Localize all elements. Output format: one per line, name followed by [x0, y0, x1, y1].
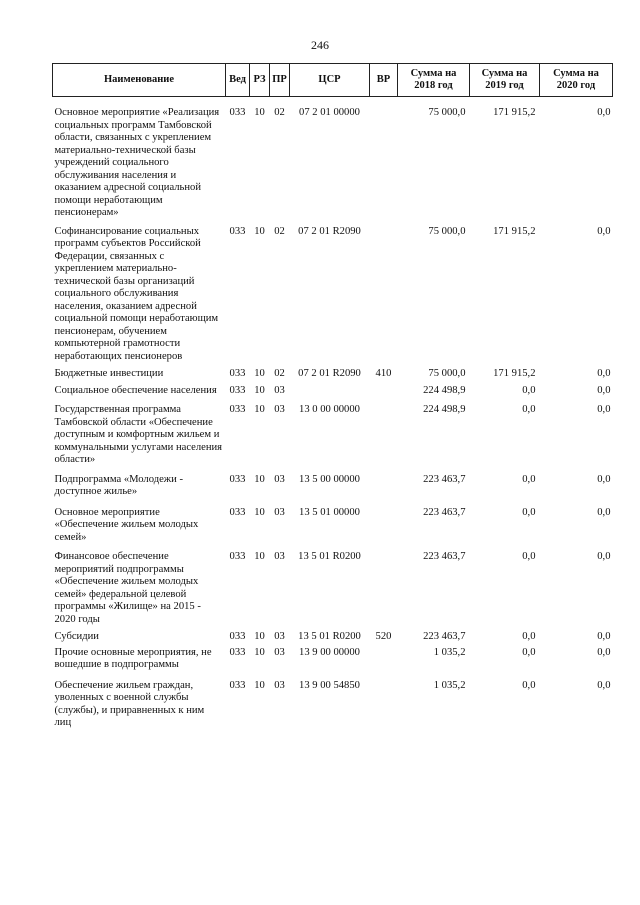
row-pr: 02 [274, 107, 285, 118]
table-row [53, 397, 613, 467]
row-vr [370, 467, 398, 499]
header-sum-2020: Сумма на 2020 год [540, 64, 613, 97]
row-sum-2020: 0,0 [597, 107, 611, 118]
row-csr: 13 5 01 R0200 [298, 631, 361, 642]
row-sum-2020: 0,0 [597, 404, 611, 415]
row-sum-2019: 0,0 [522, 679, 536, 691]
header-sum-2019: Сумма на 2019 год [470, 64, 540, 97]
table-row [53, 381, 613, 398]
row-sum-2018: 1 035,2 [433, 646, 466, 658]
row-rz: 10 [254, 404, 265, 415]
row-sum-2020: 0,0 [597, 506, 611, 518]
row-sum-2020: 0,0 [597, 679, 611, 691]
row-pr: 03 [274, 679, 285, 691]
row-rz: 10 [254, 225, 265, 237]
row-sum-2019: 0,0 [522, 384, 536, 396]
header-rz: РЗ [250, 64, 270, 97]
row-sum-2020: 0,0 [597, 384, 611, 396]
row-name: Обеспечение жильем граждан, уволенных с военной службы (службы), и приравненных к ним лиц [54, 679, 205, 728]
row-rz: 10 [254, 473, 265, 485]
table-row [53, 467, 613, 499]
row-sum-2018: 75 000,0 [428, 368, 466, 379]
row-csr: 07 2 01 R2090 [298, 368, 361, 379]
row-rz: 10 [254, 506, 265, 518]
row-sum-2018: 75 000,0 [428, 107, 466, 118]
row-sum-2020: 0,0 [597, 551, 611, 562]
table-row [53, 672, 613, 730]
row-pr: 03 [274, 404, 285, 415]
row-pr: 02 [274, 368, 285, 379]
row-name: Подпрограмма «Молодежи - доступное жилье» [54, 473, 183, 497]
page-number: 246 [311, 38, 329, 52]
row-ved: 033 [229, 107, 246, 118]
row-pr: 03 [274, 631, 285, 642]
row-sum-2019: 171 915,2 [493, 225, 536, 237]
row-ved: 033 [229, 551, 246, 562]
table-header-row [53, 64, 613, 97]
table-body [53, 97, 613, 730]
row-sum-2018: 223 463,7 [423, 506, 466, 518]
row-csr: 07 2 01 00000 [299, 107, 360, 118]
row-rz: 10 [254, 107, 265, 118]
row-name: Софинансирование социальных программ субъектов Российской Федерации, связанных с укреплением материально-технической базы организаций социального обслуживания населения, оказанием адресной социальной помощи неработающим пенсионерам, обучением компьютерной грамотности неработающих пенсионеров [54, 225, 219, 362]
row-ved: 033 [229, 631, 246, 642]
row-sum-2019: 0,0 [522, 506, 536, 518]
row-ved: 033 [229, 368, 246, 379]
row-vr [370, 397, 398, 467]
row-rz: 10 [254, 368, 265, 379]
row-ved: 033 [229, 225, 246, 237]
row-sum-2018: 224 498,9 [423, 404, 466, 415]
row-vr [370, 672, 398, 730]
row-sum-2019: 0,0 [522, 631, 536, 642]
row-vr: 520 [375, 631, 392, 642]
table-row [53, 499, 613, 545]
row-name: Основное мероприятие «Обеспечение жильем молодых семей» [54, 506, 199, 543]
row-sum-2019: 171 915,2 [493, 107, 536, 118]
row-vr [370, 97, 398, 220]
row-csr: 13 5 01 00000 [299, 506, 360, 518]
table-row [53, 97, 613, 220]
row-pr: 02 [274, 225, 285, 237]
row-rz: 10 [254, 679, 265, 691]
header-vr: ВР [370, 64, 398, 97]
row-csr [290, 381, 370, 398]
budget-table [52, 63, 613, 730]
table-row [53, 644, 613, 672]
row-name: Государственная программа Тамбовской области «Обеспечение доступным и комфортным жильем и коммунальными услугами населения области» [54, 404, 223, 465]
row-csr: 07 2 01 R2090 [298, 225, 361, 237]
row-vr [370, 220, 398, 364]
table-row [53, 220, 613, 364]
row-csr: 13 0 00 00000 [299, 404, 360, 415]
row-rz: 10 [254, 551, 265, 562]
header-csr: ЦСР [290, 64, 370, 97]
row-sum-2020: 0,0 [597, 646, 611, 658]
row-sum-2020: 0,0 [597, 631, 611, 642]
row-pr: 03 [274, 384, 285, 396]
row-ved: 033 [229, 679, 246, 691]
row-ved: 033 [229, 384, 246, 396]
row-rz: 10 [254, 631, 265, 642]
row-csr: 13 9 00 00000 [299, 646, 360, 658]
row-sum-2020: 0,0 [597, 225, 611, 237]
row-sum-2019: 0,0 [522, 551, 536, 562]
row-ved: 033 [229, 506, 246, 518]
row-vr [370, 499, 398, 545]
row-pr: 03 [274, 506, 285, 518]
row-ved: 033 [229, 473, 246, 485]
row-pr: 03 [274, 473, 285, 485]
row-sum-2019: 0,0 [522, 646, 536, 658]
row-name: Субсидии [54, 631, 99, 642]
row-name: Финансовое обеспечение мероприятий подпрограммы «Обеспечение жильем молодых семей» федеральной целевой программы «Жилище» на 2015 - 2020 годы [54, 551, 201, 625]
row-csr: 13 9 00 54850 [299, 679, 360, 691]
row-sum-2018: 75 000,0 [428, 225, 466, 237]
table-row [53, 363, 613, 381]
row-sum-2019: 0,0 [522, 473, 536, 485]
header-pr: ПР [270, 64, 290, 97]
row-name: Основное мероприятие «Реализация социальных программ Тамбовской области, связанных с укреплением материально-технической базы учреждений социального обслуживания населения и оказанием адресной социальной помощи неработающим пенсионерам» [54, 107, 220, 218]
row-vr [370, 644, 398, 672]
header-name: Наименование [53, 64, 226, 97]
row-sum-2018: 223 463,7 [423, 631, 466, 642]
row-ved: 033 [229, 646, 246, 658]
row-sum-2018: 223 463,7 [423, 473, 466, 485]
header-ved: Вед [226, 64, 250, 97]
row-sum-2020: 0,0 [597, 473, 611, 485]
row-sum-2018: 223 463,7 [423, 551, 466, 562]
row-pr: 03 [274, 646, 285, 658]
row-vr: 410 [375, 368, 392, 379]
row-ved: 033 [229, 404, 246, 415]
row-sum-2020: 0,0 [597, 368, 611, 379]
row-name: Бюджетные инвестиции [54, 368, 164, 379]
row-name: Социальное обеспечение населения [54, 384, 217, 396]
row-csr: 13 5 01 R0200 [298, 551, 361, 562]
row-vr [370, 544, 398, 626]
row-vr [370, 381, 398, 398]
header-sum-2018: Сумма на 2018 год [398, 64, 470, 97]
table-row [53, 544, 613, 626]
row-sum-2019: 171 915,2 [493, 368, 536, 379]
row-sum-2018: 224 498,9 [423, 384, 466, 396]
row-csr: 13 5 00 00000 [299, 473, 360, 485]
row-rz: 10 [254, 384, 265, 396]
row-sum-2018: 1 035,2 [433, 679, 466, 691]
row-rz: 10 [254, 646, 265, 658]
row-pr: 03 [274, 551, 285, 562]
row-name: Прочие основные мероприятия, не вошедшие в подпрограммы [54, 646, 212, 670]
table-row [53, 626, 613, 644]
row-sum-2019: 0,0 [522, 404, 536, 415]
